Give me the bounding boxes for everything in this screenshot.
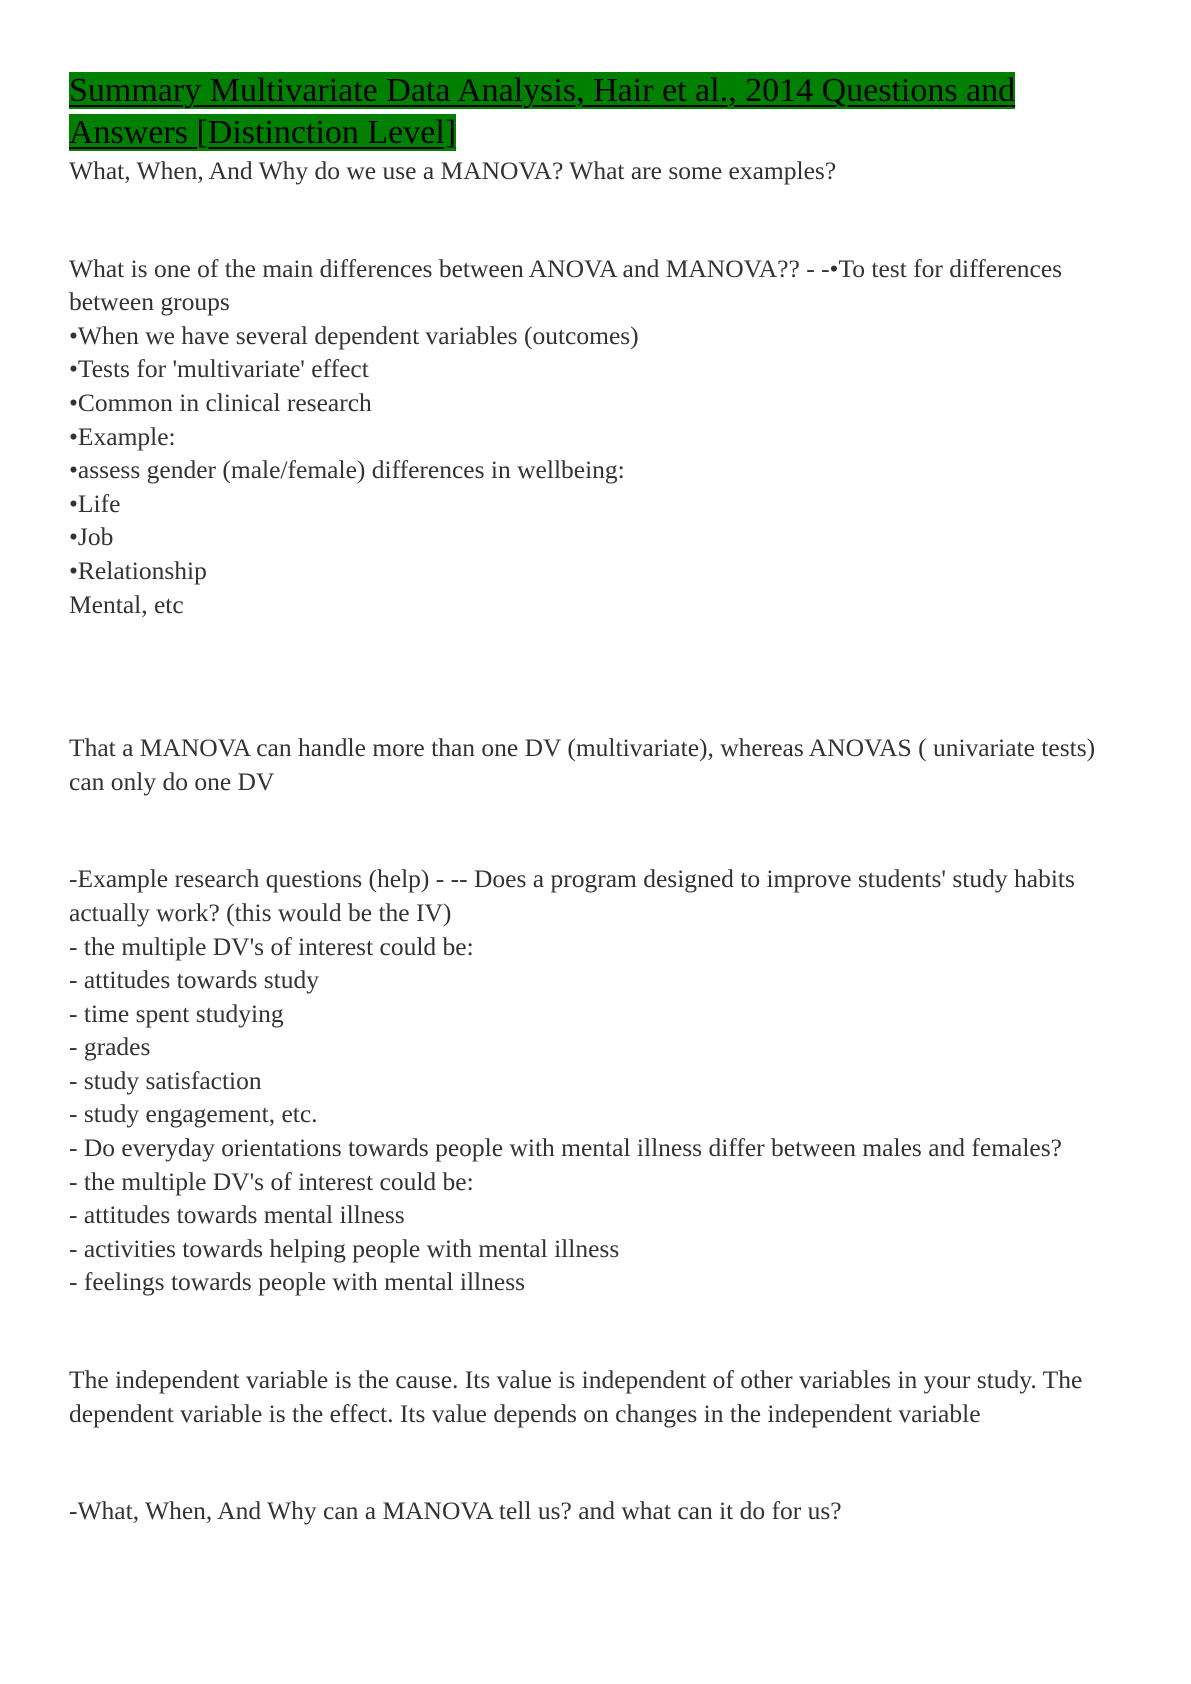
list-item: - time spent studying [69, 998, 284, 1028]
list-item: - activities towards helping people with mental illness [69, 1233, 620, 1263]
iv-dv-definition: The independent variable is the cause. Its value is independent of other variables in your study. The dependent variable is the effect. Its value depends on changes in the independent variable [69, 1365, 1083, 1428]
list-item: •Job [69, 522, 114, 552]
list-item: - study engagement, etc. [69, 1099, 318, 1129]
list-item: - study satisfaction [69, 1065, 262, 1095]
list-item: •Example: [69, 421, 176, 451]
list-item: •When we have several dependent variables (outcomes) [69, 320, 639, 350]
question-manova-tell-us: -What, When, And Why can a MANOVA tell us? and what can it do for us? [69, 1496, 842, 1526]
example-research-questions: -Example research questions (help) - -- Does a program designed to improve students' study habits actually work? (this would be the IV) [69, 864, 1075, 927]
document-title-text: Summary Multivariate Data Analysis, Hair et al., 2014 Questions and Answers [Distinction Level] [69, 72, 1016, 151]
list-item: •Life [69, 488, 121, 518]
mental-illness-question: - Do everyday orientations towards people with mental illness differ between males and females? [69, 1133, 1062, 1163]
document-title [69, 70, 1129, 154]
list-item: - attitudes towards mental illness [69, 1200, 405, 1230]
manova-vs-anova-answer: That a MANOVA can handle more than one DV (multivariate), whereas ANOVAS ( univariate tests) can only do one DV [69, 733, 1096, 796]
list-item: Mental, etc [69, 589, 184, 619]
anova-manova-difference: What is one of the main differences between ANOVA and MANOVA?? - -•To test for differences between groups [69, 253, 1063, 317]
list-item: - feelings towards people with mental illness [69, 1267, 526, 1297]
question-manova-usage: What, When, And Why do we use a MANOVA? What are some examples? [69, 156, 837, 185]
list-item: - the multiple DV's of interest could be: [69, 931, 474, 961]
list-item: •assess gender (male/female) differences in wellbeing: [69, 455, 625, 485]
list-item: - attitudes towards study [69, 965, 320, 995]
list-item: - the multiple DV's of interest could be: [69, 1166, 474, 1196]
document-page [69, 70, 1129, 1528]
list-item: •Tests for 'multivariate' effect [69, 354, 369, 384]
list-item: •Common in clinical research [69, 387, 372, 417]
list-item: - grades [69, 1032, 151, 1062]
list-item: •Relationship [69, 555, 207, 585]
